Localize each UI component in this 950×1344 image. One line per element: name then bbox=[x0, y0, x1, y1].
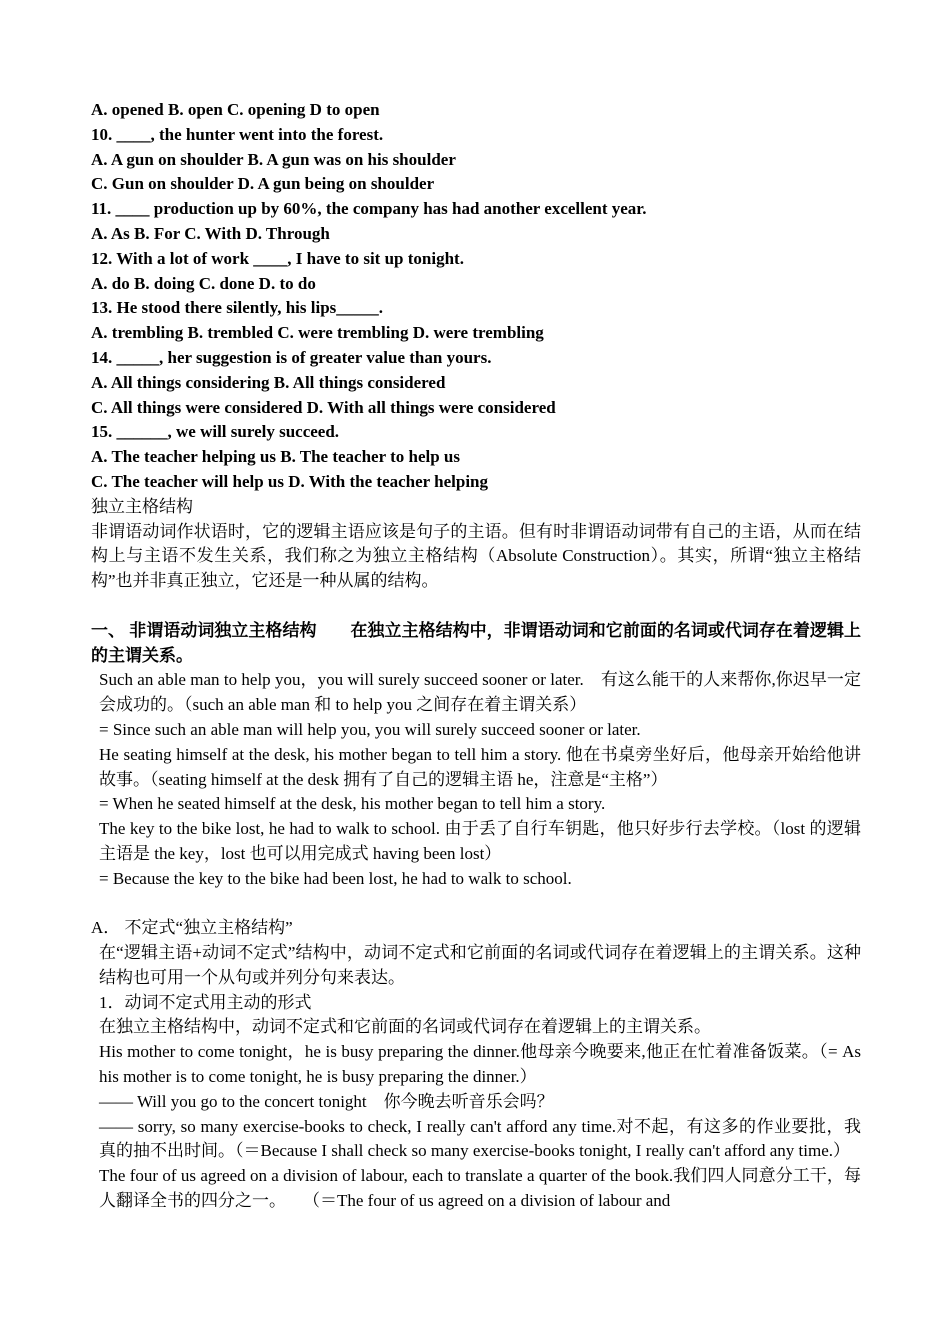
intro-paragraph: 非谓语动词作状语时，它的逻辑主语应该是句子的主语。但有时非谓语动词带有自己的主语，从而在结构上与主语不发生关系，我们称之为独立主格结构（Absolute Construction）。其实，所谓“独立主格结构”也并非真正独立，它还是一种从属的结构。 bbox=[91, 521, 861, 591]
quiz-line: A. All things considering B. All things considered bbox=[91, 372, 446, 392]
quiz-line: C. Gun on shoulder D. A gun being on shoulder bbox=[91, 174, 435, 194]
heading-non-finite: 一、 非谓语动词独立主格结构 在独立主格结构中，非谓语动词和它前面的名词或代词存在着逻辑上的主谓关系。 bbox=[91, 620, 861, 665]
example-line: = When he seated himself at the desk, his mother began to tell him a story. bbox=[99, 794, 606, 814]
example-line: The key to the bike lost, he had to walk to school. 由于丢了自行车钥匙，他只好步行去学校。（lost 的逻辑主语是 the key，lost 也可以用完成式 having been lost） bbox=[99, 819, 861, 863]
example-line: —— Will you go to the concert tonight 你今晚去听音乐会吗？ bbox=[99, 1091, 554, 1111]
section-title: 独立主格结构 bbox=[91, 496, 193, 516]
example-line: The four of us agreed on a division of labour, each to translate a quarter of the book.我们四人同意分工干，每人翻译全书的四分之一。 （＝The four of us agreed on a division of labour and bbox=[99, 1166, 861, 1211]
spacer bbox=[91, 594, 861, 619]
quiz-line: 14. _____, her suggestion is of greater value than yours. bbox=[91, 347, 492, 367]
quiz-line: A. As B. For C. With D. Through bbox=[91, 223, 330, 243]
spacer bbox=[91, 892, 861, 917]
examples-infinitive bbox=[91, 1040, 861, 1214]
example-line: Such an able man to help you，you will surely succeed sooner or later. 有这么能干的人来帮你,你迟早一定会成功的。（such an able man 和 to help you 之间存在着主谓关系） bbox=[99, 670, 861, 715]
quiz-line: 12. With a lot of work ____, I have to sit up tonight. bbox=[91, 248, 464, 268]
quiz-line: 10. ____, the hunter went into the forest. bbox=[91, 124, 384, 144]
quiz-line: A. opened B. open C. opening D to open bbox=[91, 100, 380, 119]
example-line: He seating himself at the desk, his mother began to tell him a story. 他在书桌旁坐好后，他母亲开始给他讲故事。（seating himself at the desk 拥有了自己的逻辑主语 he，注意是“主格”） bbox=[99, 744, 861, 789]
subheading-description: 在独立主格结构中，动词不定式和它前面的名词或代词存在着逻辑上的主谓关系。 bbox=[99, 1017, 711, 1037]
quiz-line: C. The teacher will help us D. With the teacher helping bbox=[91, 471, 489, 491]
subheading-active-infinitive: 1．动词不定式用主动的形式 bbox=[99, 992, 312, 1012]
quiz-line: C. All things were considered D. With all things were considered bbox=[91, 397, 556, 417]
infinitive-paragraph: 在“逻辑主语+动词不定式”结构中，动词不定式和它前面的名词或代词存在着逻辑上的主谓关系。这种结构也可用一个从句或并列分句来表达。 bbox=[99, 943, 861, 987]
quiz-line: 13. He stood there silently, his lips_____. bbox=[91, 298, 384, 318]
quiz-line: 15. ______, we will surely succeed. bbox=[91, 422, 340, 442]
quiz-line: 11. ____ production up by 60%, the company has had another excellent year. bbox=[91, 199, 647, 219]
example-line: —— sorry, so many exercise-books to check, I really can't afford any time.对不起，有这多的作业要批，我真的抽不出时间。（＝Because I shall check so many exercise-books tonight, I really can't afford any time.） bbox=[99, 1116, 861, 1161]
quiz-line: A. A gun on shoulder B. A gun was on his shoulder bbox=[91, 149, 456, 169]
quiz-line: A. do B. doing C. done D. to do bbox=[91, 273, 316, 293]
quiz-line: A. trembling B. trembled C. were trembling D. were trembling bbox=[91, 323, 544, 343]
example-line: His mother to come tonight，he is busy preparing the dinner.他母亲今晚要来,他正在忙着准备饭菜。（= As his mother is to come tonight, he is busy preparing the dinner.） bbox=[99, 1042, 861, 1087]
example-line: = Since such an able man will help you, you will surely succeed sooner or later. bbox=[99, 719, 641, 739]
document-page bbox=[91, 98, 861, 1214]
heading-infinitive: A． 不定式“独立主格结构” bbox=[91, 918, 293, 938]
example-line: = Because the key to the bike had been lost, he had to walk to school. bbox=[99, 868, 572, 888]
quiz-block bbox=[91, 98, 861, 495]
examples-non-finite bbox=[91, 668, 861, 891]
quiz-line: A. The teacher helping us B. The teacher to help us bbox=[91, 447, 460, 467]
